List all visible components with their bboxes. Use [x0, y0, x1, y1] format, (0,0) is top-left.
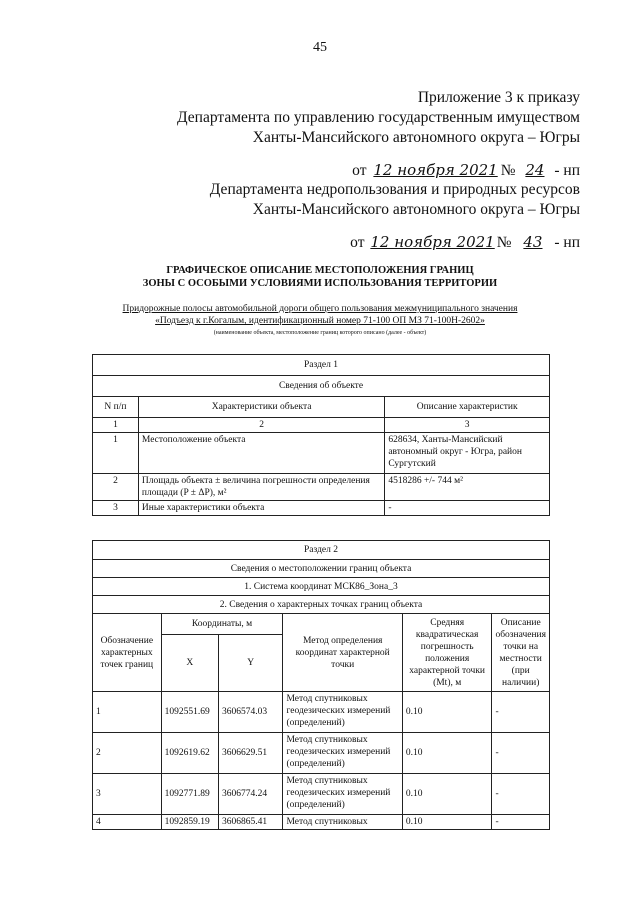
order-2-date: 12 ноября 2021	[370, 233, 495, 251]
header-point: Обозначение характерных точек границ	[93, 614, 162, 692]
table-row	[93, 774, 550, 815]
point-error: 0.10	[402, 815, 492, 830]
region-line-2: Ханты-Мансийского автономного округа – Югры	[252, 201, 580, 218]
row-characteristic: Местоположение объекта	[138, 433, 384, 474]
object-name-line-2	[0, 315, 640, 327]
point-method: Метод спутниковых геодезических измерений (определений)	[283, 733, 402, 774]
table-row	[93, 692, 550, 733]
section-2-title: Раздел 2	[93, 541, 550, 560]
object-name-text-1: Придорожные полосы автомобильной дороги общего пользования межмуниципального значения	[122, 304, 518, 314]
order-2-no-label: №	[496, 234, 512, 251]
point-id: 3	[93, 774, 162, 815]
section-2-subtitle-row	[93, 560, 550, 578]
document-title-line-1: ГРАФИЧЕСКОЕ ОПИСАНИЕ МЕСТОПОЛОЖЕНИЯ ГРАНИЦ	[166, 265, 474, 276]
section-1-subtitle: Сведения об объекте	[93, 376, 550, 397]
order-1-line	[352, 160, 580, 181]
row-characteristic: Площадь объекта ± величина погрешности определения площади (P ± ΔP), м²	[138, 474, 384, 501]
point-id: 4	[93, 815, 162, 830]
points-title: 2. Сведения о характерных точках границ объекта	[93, 596, 550, 614]
section-1-table	[92, 354, 550, 516]
row-description: 4518286 +/- 744 м²	[385, 474, 550, 501]
order-2-line	[350, 232, 580, 253]
order-2-number: 43	[523, 233, 543, 251]
point-x: 1092619.62	[161, 733, 218, 774]
point-y: 3606774.24	[219, 774, 283, 815]
point-id: 2	[93, 733, 162, 774]
row-characteristic: Иные характеристики объекта	[138, 501, 384, 516]
point-desc: -	[492, 733, 550, 774]
table-row	[93, 433, 550, 474]
index-cell: 1	[93, 418, 139, 433]
section-1-title-row	[93, 355, 550, 376]
section-1-title: Раздел 1	[93, 355, 550, 376]
point-method: Метод спутниковых геодезических измерений (определений)	[283, 692, 402, 733]
row-number: 3	[93, 501, 139, 516]
header-description: Описание характеристик	[385, 397, 550, 418]
section-1-header-row	[93, 397, 550, 418]
header-characteristic: Характеристики объекта	[138, 397, 384, 418]
department-line-1: Департамента по управлению государственным имуществом	[177, 109, 580, 126]
object-name-line-1	[0, 303, 640, 315]
point-x: 1092859.19	[161, 815, 218, 830]
header-y: Y	[219, 635, 283, 692]
table-row	[93, 733, 550, 774]
coord-system-row	[93, 578, 550, 596]
order-1-prefix: от	[352, 162, 367, 179]
table-row	[93, 815, 550, 830]
table-row	[93, 474, 550, 501]
point-error: 0.10	[402, 774, 492, 815]
point-y: 3606574.03	[219, 692, 283, 733]
point-error: 0.10	[402, 733, 492, 774]
row-number: 2	[93, 474, 139, 501]
point-error: 0.10	[402, 692, 492, 733]
row-description: -	[385, 501, 550, 516]
table-row	[93, 501, 550, 516]
appendix-line: Приложение 3 к приказу	[417, 89, 580, 106]
index-cell: 2	[138, 418, 384, 433]
point-y: 3606865.41	[219, 815, 283, 830]
section-2-table	[92, 540, 550, 830]
point-method: Метод спутниковых	[283, 815, 402, 830]
order-1-suffix: - нп	[554, 162, 580, 179]
header-error: Средняя квадратическая погрешность положения характерной точки (Mt), м	[402, 614, 492, 692]
point-desc: -	[492, 692, 550, 733]
section-1-index-row	[93, 418, 550, 433]
header-method: Метод определения координат характерной точки	[283, 614, 402, 692]
section-2-subtitle: Сведения о местоположении границ объекта	[93, 560, 550, 578]
section-1-subtitle-row	[93, 376, 550, 397]
point-desc: -	[492, 774, 550, 815]
order-2-prefix: от	[350, 234, 365, 251]
section-2-header-row-1	[93, 614, 550, 635]
section-2-title-row	[93, 541, 550, 560]
region-line-1: Ханты-Мансийского автономного округа – Югры	[252, 129, 580, 146]
coord-system: 1. Система координат МСК86_Зона_3	[93, 578, 550, 596]
points-title-row	[93, 596, 550, 614]
order-2-suffix: - нп	[554, 234, 580, 251]
object-name-text-2: «Подъезд к г.Когалым, идентификационный номер 71-100 ОП МЗ 71-100Н-2602»	[155, 316, 485, 326]
point-method: Метод спутниковых геодезических измерений (определений)	[283, 774, 402, 815]
header-desc: Описание обозначения точки на местности (при наличии)	[492, 614, 550, 692]
point-x: 1092551.69	[161, 692, 218, 733]
point-x: 1092771.89	[161, 774, 218, 815]
point-id: 1	[93, 692, 162, 733]
row-description: 628634, Ханты-Мансийский автономный округ - Югра, район Сургутский	[385, 433, 550, 474]
header-x: X	[161, 635, 218, 692]
document-title-line-2: ЗОНЫ С ОСОБЫМИ УСЛОВИЯМИ ИСПОЛЬЗОВАНИЯ ТЕРРИТОРИИ	[142, 278, 498, 289]
order-1-number: 24	[525, 161, 545, 179]
point-desc: -	[492, 815, 550, 830]
row-number: 1	[93, 433, 139, 474]
order-1-no-label: №	[500, 162, 516, 179]
header-coords: Координаты, м	[161, 614, 283, 635]
department-line-2: Департамента недропользования и природных ресурсов	[209, 181, 580, 198]
point-y: 3606629.51	[219, 733, 283, 774]
object-name-caption: (наименование объекта, местоположение границ которого описано (далее - объект)	[213, 330, 427, 336]
header-number: N п/п	[93, 397, 139, 418]
page-number: 45	[313, 40, 327, 55]
order-1-date: 12 ноября 2021	[373, 161, 498, 179]
index-cell: 3	[385, 418, 550, 433]
